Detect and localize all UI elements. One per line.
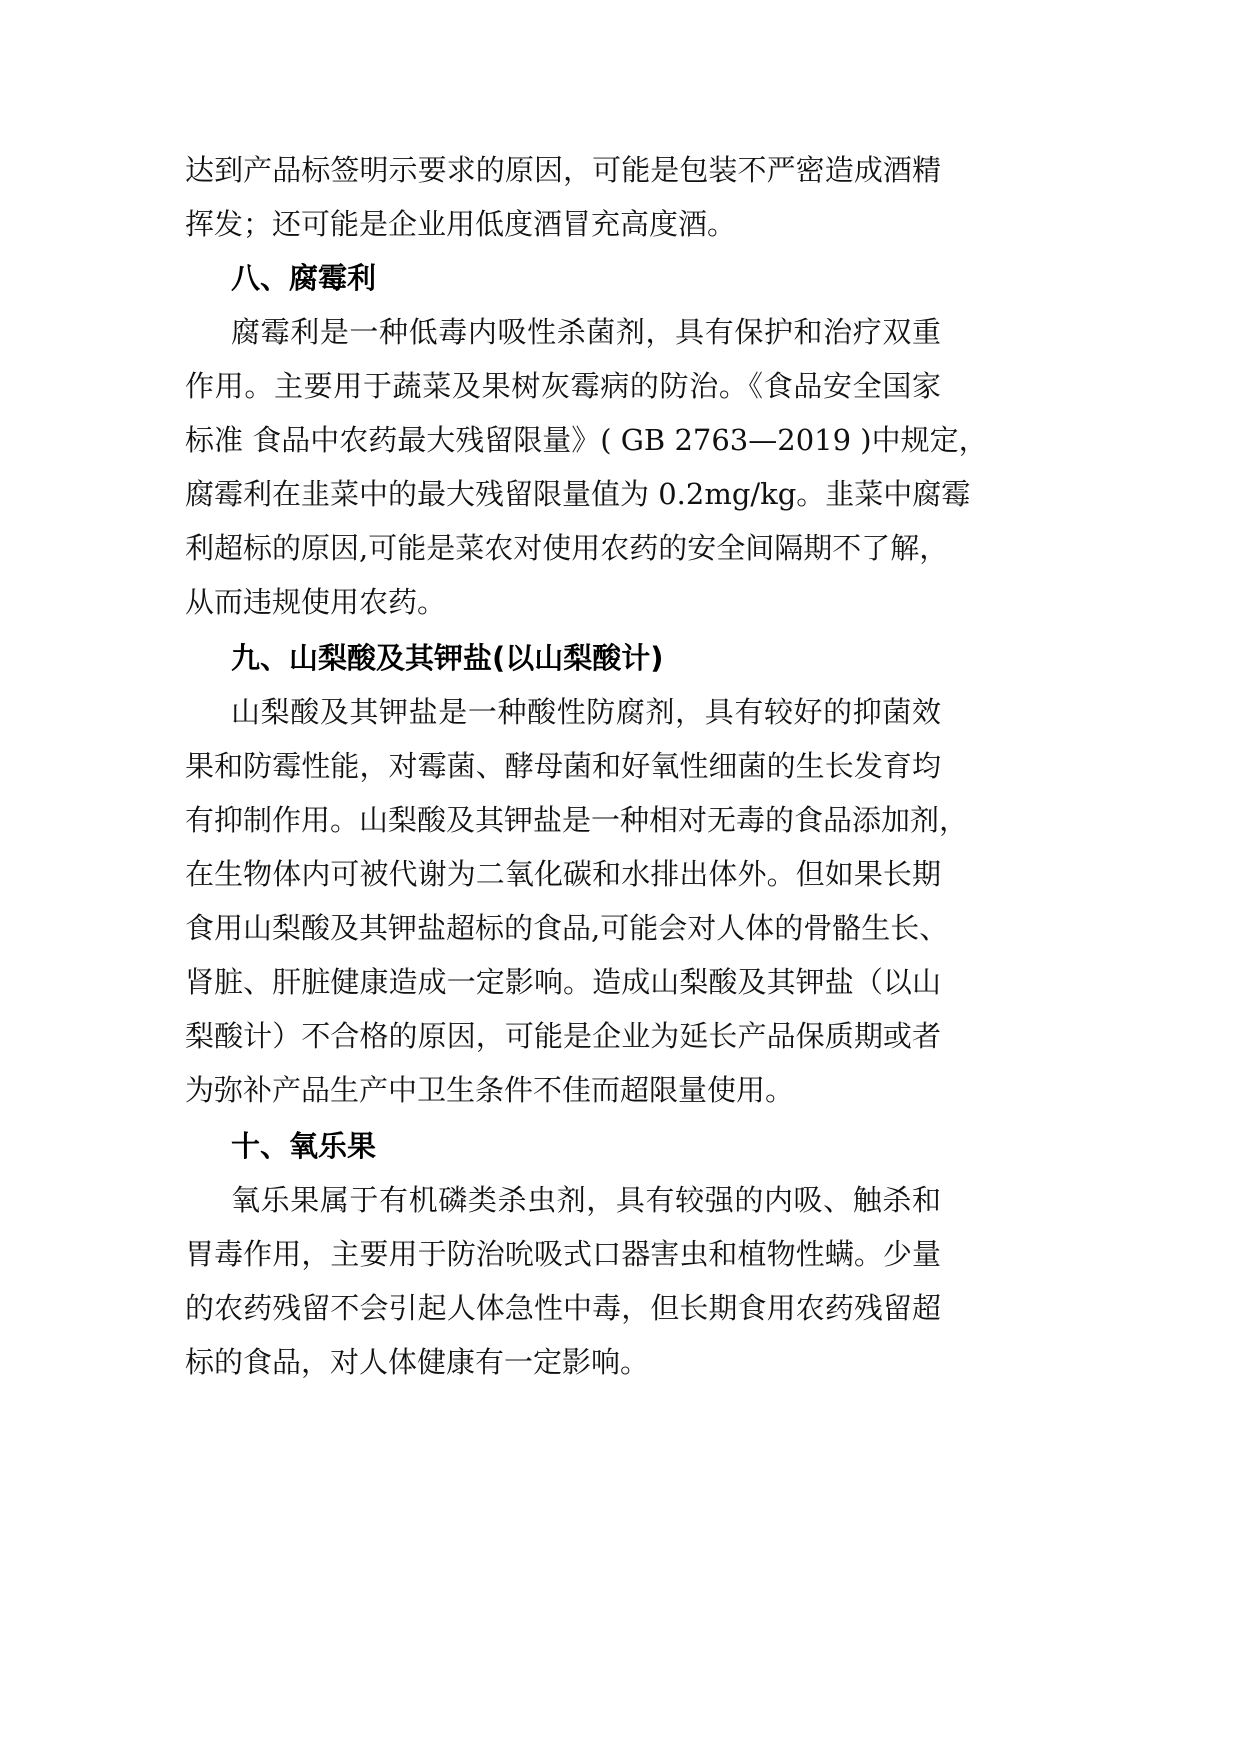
- paragraph-line: 梨酸计）不合格的原因，可能是企业为延长产品保质期或者: [185, 1019, 941, 1053]
- paragraph-line: 作用。主要用于蔬菜及果树灰霉病的防治。《食品安全国家: [185, 369, 941, 403]
- paragraph-line: 利超标的原因,可能是菜农对使用农药的安全间隔期不了解，: [185, 531, 949, 565]
- paragraph-line: 从而违规使用农药。: [185, 585, 447, 619]
- paragraph-line: 胃毒作用，主要用于防治吮吸式口器害虫和植物性螨。少量: [185, 1237, 941, 1271]
- section-heading-8: 八、腐霉利: [231, 261, 377, 295]
- section-heading-10: 十、氧乐果: [231, 1129, 377, 1163]
- paragraph-line: 的农药残留不会引起人体急性中毒，但长期食用农药残留超: [185, 1291, 941, 1325]
- paragraph-line: 氧乐果属于有机磷类杀虫剂，具有较强的内吸、触杀和: [231, 1183, 941, 1217]
- paragraph-line: 有抑制作用。山梨酸及其钾盐是一种相对无毒的食品添加剂，: [185, 803, 969, 837]
- paragraph-line: 为弥补产品生产中卫生条件不佳而超限量使用。: [185, 1073, 795, 1107]
- paragraph-line: 达到产品标签明示要求的原因，可能是包装不严密造成酒精: [185, 153, 941, 187]
- paragraph-line: 果和防霉性能，对霉菌、酵母菌和好氧性细菌的生长发育均: [185, 749, 941, 783]
- paragraph-line: 肾脏、肝脏健康造成一定影响。造成山梨酸及其钾盐（以山: [185, 965, 941, 999]
- paragraph-line: 腐霉利是一种低毒内吸性杀菌剂，具有保护和治疗双重: [231, 315, 941, 349]
- paragraph-line: 标的食品，对人体健康有一定影响。: [185, 1345, 650, 1379]
- paragraph-line: 标准 食品中农药最大残留限量》( GB 2763—2019 )中规定，: [185, 423, 988, 457]
- paragraph-line: 腐霉利在韭菜中的最大残留限量值为 0.2mg/kg。韭菜中腐霉: [185, 477, 971, 511]
- paragraph-line: 挥发；还可能是企业用低度酒冒充高度酒。: [185, 207, 737, 241]
- paragraph-line: 在生物体内可被代谢为二氧化碳和水排出体外。但如果长期: [185, 857, 941, 891]
- paragraph-line: 山梨酸及其钾盐是一种酸性防腐剂，具有较好的抑菌效: [231, 695, 941, 729]
- paragraph-line: 食用山梨酸及其钾盐超标的食品,可能会对人体的骨骼生长、: [185, 911, 949, 945]
- section-heading-9: 九、山梨酸及其钾盐(以山梨酸计): [231, 641, 664, 675]
